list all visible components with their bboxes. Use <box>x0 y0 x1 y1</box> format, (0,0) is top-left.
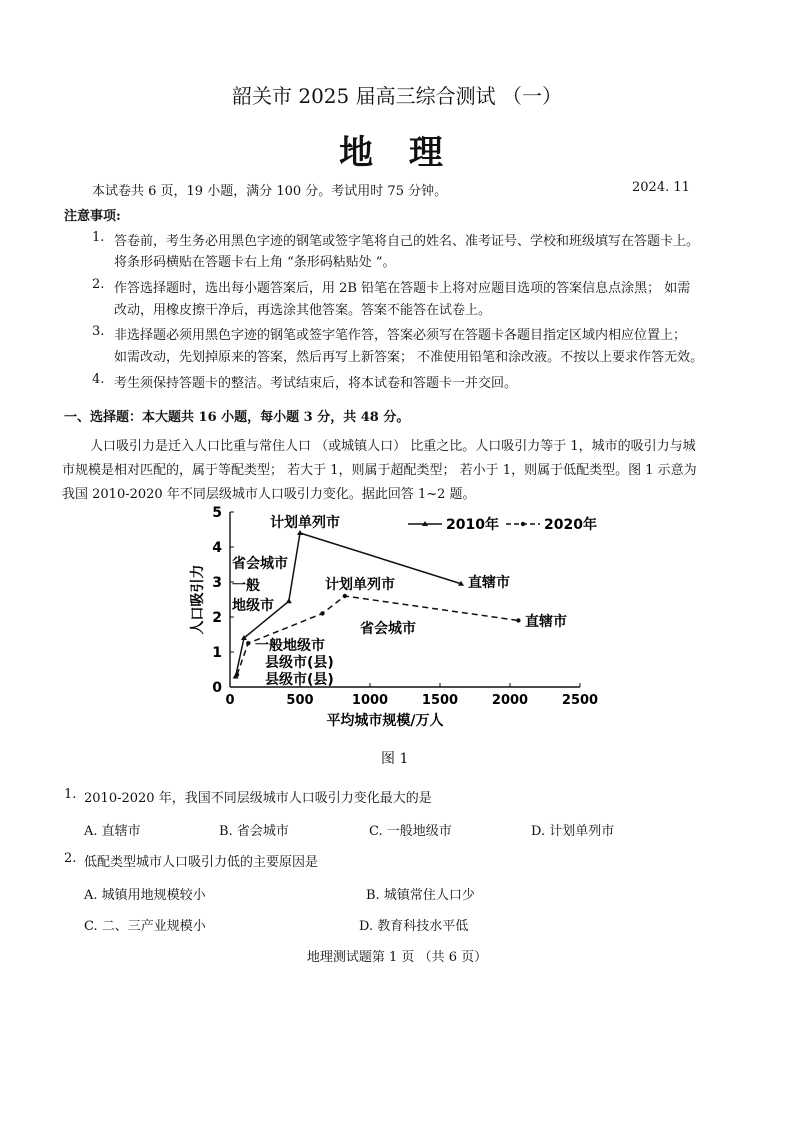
x-tick-label: 500 <box>286 693 314 708</box>
notice-item-number: 1. <box>92 230 105 245</box>
series-point <box>516 618 520 622</box>
section-heading: 一、选择题：本大题共 16 小题，每小题 3 分，共 48 分。 <box>64 410 410 425</box>
x-tick-label: 2000 <box>491 693 529 708</box>
option-b[interactable]: B. 省会城市 <box>219 824 289 839</box>
x-axis-label: 平均城市规模/万人 <box>326 713 444 729</box>
notice-heading: 注意事项: <box>64 209 121 224</box>
point-label: 县级市(县) <box>265 672 334 688</box>
y-tick-label: 5 <box>212 505 222 521</box>
point-label: 直辖市 <box>525 614 567 630</box>
notice-item-number: 3. <box>92 324 105 339</box>
option-c[interactable]: C. 一般地级市 <box>369 824 452 839</box>
notice-item-text: 非选择题必须用黑色字迹的钢笔或签字笔作答，答案必须写在答题卡各题目指定区域内相应位置上； <box>114 328 687 343</box>
point-label: 县级市(县) <box>265 655 334 671</box>
figure-caption: 图 1 <box>381 751 409 767</box>
x-tick-label: 0 <box>225 693 235 708</box>
point-label: 一般地级市 <box>255 638 325 654</box>
option-c[interactable]: C. 二、三产业规模小 <box>84 919 206 934</box>
chart-point-labels <box>232 514 567 688</box>
question-stem: 2010-2020 年，我国不同层级城市人口吸引力变化最大的是 <box>84 791 432 806</box>
point-label: 直辖市 <box>468 575 510 591</box>
series-point <box>343 594 347 598</box>
legend-label-2010: 2010年 <box>446 517 499 533</box>
series-point <box>286 598 292 603</box>
notice-item-text: 作答选择题时，选出每小题答案后，用 2B 铅笔在答题卡上将对应题目选项的答案信息点涂黑； 如需 <box>114 281 691 296</box>
legend-marker-2020 <box>521 522 525 526</box>
intro-line: 市规模是相对匹配的，属于等配类型； 若大于 1，则属于超配类型； 若小于 1，则属于低配类型。图 1 示意为 <box>62 463 697 478</box>
intro-line: 人口吸引力是迁入人口比重与常住人口 （或城镇人口） 比重之比。人口吸引力等于 1，城市的吸引力与城 <box>90 439 696 454</box>
subject-title: 地 理 <box>339 133 455 173</box>
y-tick-label: 2 <box>212 610 222 626</box>
option-a[interactable]: A. 城镇用地规模较小 <box>84 888 206 903</box>
exam-title: 韶关市 2025 届高三综合测试 （一） <box>232 84 562 108</box>
y-tick-label: 0 <box>212 680 222 696</box>
notice-item-number: 4. <box>92 372 105 387</box>
legend-label-2020: 2020年 <box>544 517 597 533</box>
y-tick-label: 1 <box>212 645 222 661</box>
option-a[interactable]: A. 直辖市 <box>84 824 141 839</box>
question-number: 2. <box>64 851 77 866</box>
exam-date: 2024. 11 <box>632 180 690 195</box>
series-point <box>235 673 239 677</box>
point-label: 地级市 <box>232 598 274 614</box>
point-label: 计划单列市 <box>270 515 340 531</box>
notice-item-text: 考生须保持答题卡的整洁。考试结束后，将本试卷和答题卡一并交回。 <box>114 376 518 391</box>
page-footer: 地理测试题第 1 页 （共 6 页） <box>306 950 488 965</box>
notice-item-number: 2. <box>92 277 105 292</box>
notice-item-text: 答卷前，考生务必用黑色字迹的钢笔或签字笔将自己的姓名、准考证号、学校和班级填写在答题卡上。 <box>114 234 700 249</box>
y-tick-label: 3 <box>212 575 222 591</box>
question-number: 1. <box>64 787 77 802</box>
question-stem: 低配类型城市人口吸引力低的主要原因是 <box>84 855 319 870</box>
y-axis-label: 人口吸引力 <box>190 564 206 635</box>
x-tick-label: 1500 <box>421 693 459 708</box>
point-label: 一般 <box>232 578 260 594</box>
intro-line: 我国 2010-2020 年不同层级城市人口吸引力变化。据此回答 1~2 题。 <box>62 487 476 502</box>
point-label: 省会城市 <box>232 556 288 572</box>
notice-item-text-cont: 如需改动，先划掉原来的答案，然后再写上新答案； 不准使用铅笔和涂改液。不按以上要求作答无效。 <box>114 350 704 365</box>
point-label: 省会城市 <box>360 621 416 637</box>
option-d[interactable]: D. 教育科技水平低 <box>359 919 469 934</box>
series-point <box>246 641 250 645</box>
option-b[interactable]: B. 城镇常住人口少 <box>366 888 475 903</box>
y-tick-label: 4 <box>212 540 222 556</box>
exam-info: 本试卷共 6 页，19 小题，满分 100 分。考试用时 75 分钟。 <box>92 184 448 199</box>
chart-legend <box>408 516 597 533</box>
population-attraction-chart <box>180 502 610 742</box>
point-label: 计划单列市 <box>325 577 395 593</box>
notice-item-text-cont: 改动，用橡皮擦干净后，再选涂其他答案。答案不能答在试卷上。 <box>114 303 492 318</box>
notice-item-text-cont: 将条形码横贴在答题卡右上角 “条形码粘贴处 ”。 <box>114 255 396 270</box>
series-point <box>320 611 324 615</box>
option-d[interactable]: D. 计划单列市 <box>531 824 615 839</box>
x-tick-label: 2500 <box>561 693 599 708</box>
x-tick-label: 1000 <box>351 693 389 708</box>
